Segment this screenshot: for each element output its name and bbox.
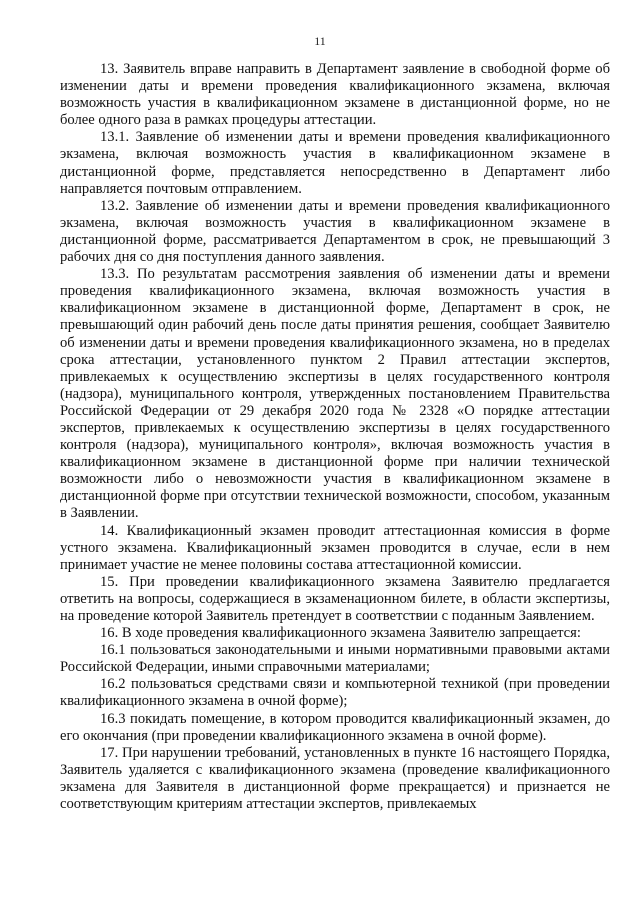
paragraph-14: 14. Квалификационный экзамен проводит аттестационная комиссия в форме устного экзамена. Квалификационный экзамен проводится в случае, если в нем принимает участие не менее половины состава аттестационной комиссии. (60, 522, 610, 573)
paragraph-17: 17. При нарушении требований, установленных в пункте 16 настоящего Порядка, Заявитель удаляется с квалификационного экзамена (проведение квалификационного экзамена для Заявителя в дистанционной форме прекращается) и признается не соответствующим критериям аттестации экспертов, привлекаемых (60, 744, 610, 813)
paragraph-16-1: 16.1 пользоваться законодательными и иными нормативными правовыми актами Российской Федерации, иными справочными материалами; (60, 642, 610, 676)
page-number: 11 (314, 34, 326, 48)
paragraph-16-3: 16.3 покидать помещение, в котором проводится квалификационный экзамен, до его окончания (при проведении квалификационного экзамена в очной форме). (60, 710, 610, 744)
paragraph-13-1: 13.1. Заявление об изменении даты и времени проведения квалификационного экзамена, включая возможность участия в квалификационном экзамене в дистанционной форме, представляется непосредственно в Департамент либо направляется почтовым отправлением. (60, 129, 610, 197)
paragraph-16: 16. В ходе проведения квалификационного экзамена Заявителю запрещается: (100, 625, 581, 642)
paragraph-16-2: 16.2 пользоваться средствами связи и компьютерной техникой (при проведении квалификационного экзамена в очной форме); (60, 676, 610, 710)
paragraph-13-2: 13.2. Заявление об изменении даты и времени проведения квалификационного экзамена, включая возможность участия в квалификационном экзамене в дистанционной форме, рассматривается Департаментом в срок, не превышающий 3 рабочих дня со дня поступления данного заявления. (60, 197, 610, 266)
document-body (60, 61, 610, 813)
paragraph-13-3: 13.3. По результатам рассмотрения заявления об изменении даты и времени проведения квалификационного экзамена, включая возможность участия в квалификационном экзамене в дистанционной форме, Департамент в срок, не превышающий один рабочий день после даты принятия решения, сообщает Заявителю об изменении даты и времени проведения квалификационного экзамена, но в пределах срока аттестации, установленного пунктом 2 Правил аттестации экспертов, привлекаемых к осуществлению экспертизы в целях государственного контроля (надзора), муниципального контроля, утвержденных постановлением Правительства Российской Федерации от 29 декабря 2020 года № 2328 «О порядке аттестации экспертов, привлекаемых к осуществлению экспертизы в целях государственного контроля (надзора), муниципального контроля», включая возможность участия в квалификационном экзамене в дистанционной форме при наличии технической возможности либо о невозможности участия в квалификационном экзамене в дистанционной форме при отсутствии технической возможности, способом, указанным в Заявлении. (60, 266, 610, 522)
paragraph-13: 13. Заявитель вправе направить в Департамент заявление в свободной форме об изменении даты и времени проведения квалификационного экзамена, включая возможность участия в квалификационном экзамене в дистанционной форме, но не более одного раза в рамках процедуры аттестации. (60, 61, 610, 129)
paragraph-15: 15. При проведении квалификационного экзамена Заявителю предлагается ответить на вопросы, содержащиеся в экзаменационном билете, в области экспертизы, на проведение которой Заявитель претендует в соответствии с поданным Заявлением. (60, 573, 610, 624)
